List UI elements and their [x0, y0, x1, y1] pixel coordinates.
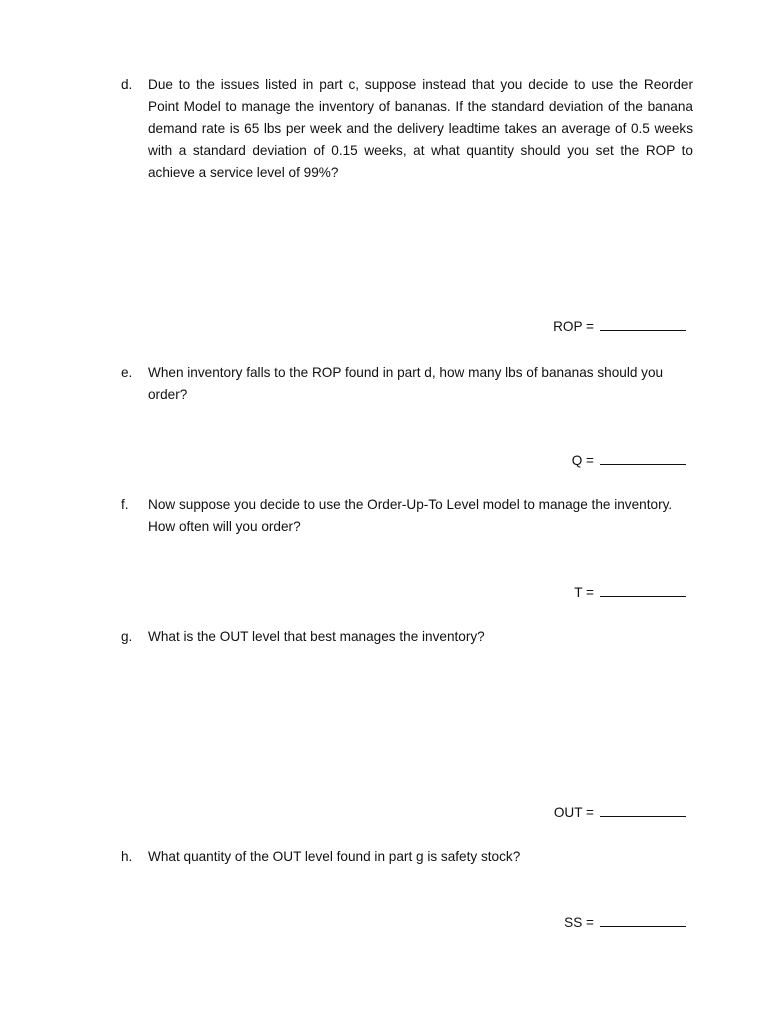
answer-ss: [564, 914, 686, 932]
question-text: Due to the issues listed in part c, suppose instead that you decide to use the Reorder Point Model to manage the inventory of bananas. If the standard deviation of the banana demand rate is 65 lbs per week and the delivery leadtime takes an average of 0.5 weeks with a standard deviation of 0.15 weeks, at what quantity should you set the ROP to achieve a service level of 99%?: [148, 77, 693, 180]
answer-blank: [600, 452, 686, 465]
question-letter: e.: [121, 365, 133, 380]
question-letter: g.: [121, 629, 133, 644]
answer-t: [574, 584, 686, 602]
answer-blank: [600, 804, 686, 817]
answer-label: Q =: [571, 453, 594, 468]
question-letter: d.: [121, 77, 133, 92]
answer-blank: [600, 914, 686, 927]
answer-out: [554, 804, 686, 822]
answer-blank: [600, 318, 686, 331]
question-text: What quantity of the OUT level found in part g is safety stock?: [148, 849, 521, 864]
question-text: Now suppose you decide to use the Order-Up-To Level model to manage the inventory. How often will you order?: [148, 497, 673, 534]
answer-label: OUT =: [553, 805, 594, 820]
question-text: What is the OUT level that best manages the inventory?: [148, 629, 485, 644]
question-letter: h.: [121, 849, 133, 864]
question-letter: f.: [121, 497, 129, 512]
answer-blank: [600, 584, 686, 597]
answer-label: SS =: [564, 915, 594, 930]
answer-label: T =: [574, 585, 594, 600]
answer-q: [572, 452, 686, 470]
answer-rop: [553, 318, 686, 336]
answer-label: ROP =: [553, 319, 594, 334]
question-text: When inventory falls to the ROP found in part d, how many lbs of bananas should you order?: [148, 365, 664, 402]
